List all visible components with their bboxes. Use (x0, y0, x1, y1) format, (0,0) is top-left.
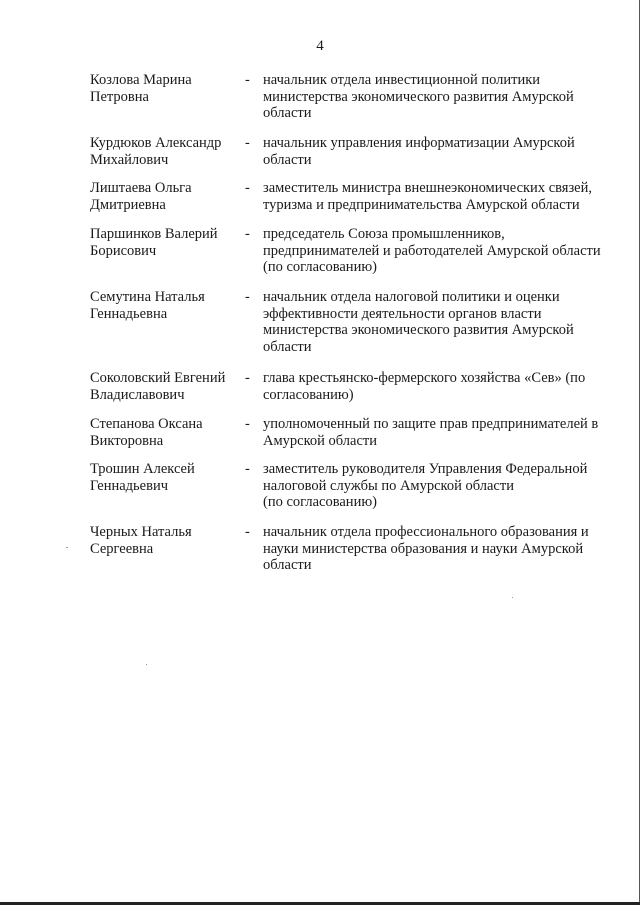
member-role: глава крестьянско-фермерского хозяйства «Сев» (по согласованию) (263, 370, 586, 403)
member-name: Черных Наталья Сергеевна (90, 524, 192, 557)
member-name: Соколовский Евгений Владиславович (90, 370, 226, 403)
separator-dash: - (245, 72, 250, 88)
separator-dash: - (245, 180, 250, 196)
page-number: 4 (316, 38, 324, 54)
separator-dash: - (245, 416, 250, 432)
member-name: Степанова Оксана Викторовна (90, 416, 203, 449)
separator-dash: - (245, 524, 250, 540)
member-role: начальник отдела инвестиционной политики министерства экономического развития Амурской области (263, 72, 574, 121)
separator-dash: - (245, 370, 250, 386)
scan-speck (512, 597, 513, 598)
member-name: Паршинков Валерий Борисович (90, 226, 218, 259)
member-role: заместитель руководителя Управления Федеральной налоговой службы по Амурской области (по согласованию) (263, 461, 588, 510)
member-role: начальник отдела профессионального образования и науки министерства образования и науки Амурской области (263, 524, 589, 573)
member-role: председатель Союза промышленников, предпринимателей и работодателей Амурской области (по согласованию) (263, 226, 601, 275)
member-role: заместитель министра внешнеэкономических связей, туризма и предпринимательства Амурской области (263, 180, 592, 213)
member-name: Трошин Алексей Геннадьевич (90, 461, 195, 494)
member-name: Курдюков Александр Михайлович (90, 135, 222, 168)
scan-speck (66, 547, 68, 548)
separator-dash: - (245, 226, 250, 242)
member-name: Козлова Марина Петровна (90, 72, 192, 105)
separator-dash: - (245, 461, 250, 477)
member-name: Семутина Наталья Геннадьевна (90, 289, 205, 322)
member-role: начальник управления информатизации Амурской области (263, 135, 575, 168)
member-name: Лиштаева Ольга Дмитриевна (90, 180, 192, 213)
member-role: уполномоченный по защите прав предпринимателей в Амурской области (263, 416, 599, 449)
separator-dash: - (245, 135, 250, 151)
separator-dash: - (245, 289, 250, 305)
member-role: начальник отдела налоговой политики и оценки эффективности деятельности органов власти министерства экономического развития Амурской области (263, 289, 574, 355)
scan-speck (146, 664, 147, 665)
